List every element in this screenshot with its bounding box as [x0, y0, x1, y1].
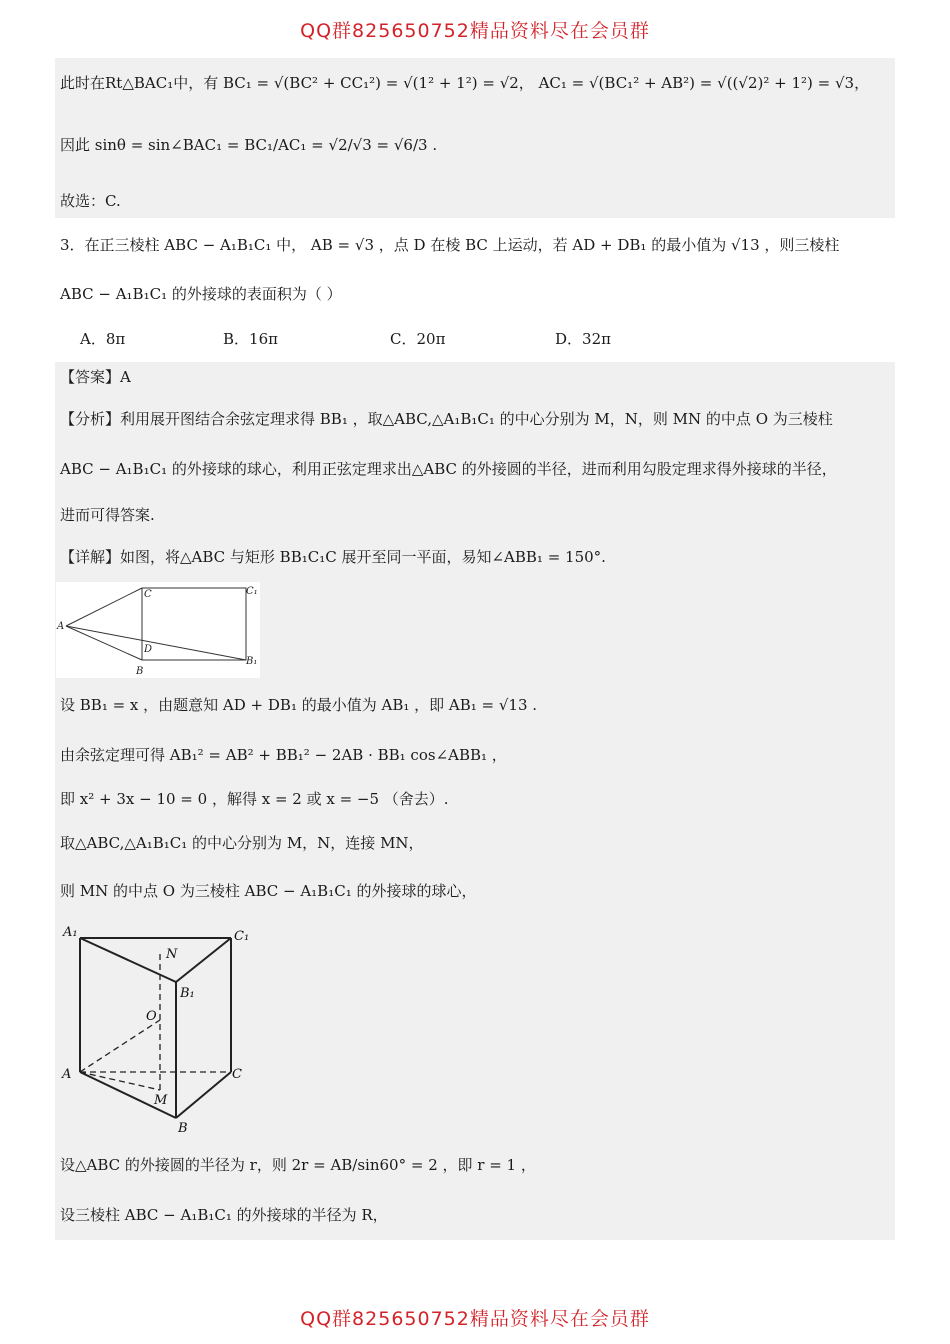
detail-line-5: 取△ABC,△A₁B₁C₁ 的中心分别为 M，N，连接 MN，	[60, 834, 424, 852]
fig2-label-a1: A₁	[63, 925, 78, 940]
detail-line-7: 设△ABC 的外接圆的半径为 r，则 2r = AB/sin60° = 2 ，即 r = 1 ，	[60, 1156, 536, 1174]
fig2-label-b: B	[178, 1121, 188, 1135]
watermark-top: QQ群825650752精品资料尽在会员群	[300, 20, 650, 42]
fig1-label-b1: B₁	[246, 656, 258, 667]
option-d: D．32π	[555, 330, 611, 348]
fig1-label-d: D	[144, 644, 153, 655]
prev-solution-line-1: 此时在Rt△BAC₁中，有 BC₁ = √(BC² + CC₁²) = √(1² + 1²) = √2， AC₁ = √(BC₁² + AB²) = √((√2)² + 1²) = √3，	[60, 74, 870, 92]
analysis-line-3: 进而可得答案.	[60, 506, 155, 524]
analysis-line-2: ABC − A₁B₁C₁ 的外接球的球心，利用正弦定理求出△ABC 的外接圆的半径，进而利用勾股定理求得外接球的半径，	[60, 460, 837, 478]
analysis-line-1: 【分析】利用展开图结合余弦定理求得 BB₁ ，取△ABC,△A₁B₁C₁ 的中心分别为 M，N，则 MN 的中点 O 为三棱柱	[60, 410, 833, 428]
fig2-label-a: A	[62, 1067, 72, 1082]
option-a: A．8π	[80, 330, 126, 348]
option-c: C．20π	[390, 330, 446, 348]
fig1-label-b: B	[136, 666, 144, 677]
detail-line-6: 则 MN 的中点 O 为三棱柱 ABC − A₁B₁C₁ 的外接球的球心，	[60, 882, 477, 900]
option-b: B．16π	[223, 330, 278, 348]
fig1-label-a: A	[57, 621, 65, 632]
prev-solution-line-3: 故选：C.	[60, 192, 121, 210]
fig2-label-n: N	[166, 947, 178, 962]
question-line-1: 3．在正三棱柱 ABC − A₁B₁C₁ 中， AB = √3 ，点 D 在棱 BC 上运动，若 AD + DB₁ 的最小值为 √13 ，则三棱柱	[60, 236, 840, 254]
prev-solution-line-2: 因此 sinθ = sin∠BAC₁ = BC₁/AC₁ = √2/√3 = √6/3 .	[60, 136, 438, 154]
detail-line-1: 【详解】如图，将△ABC 与矩形 BB₁C₁C 展开至同一平面，易知∠ABB₁ = 150°.	[60, 548, 606, 566]
watermark-bottom: QQ群825650752精品资料尽在会员群	[300, 1308, 650, 1330]
fig2-label-b1: B₁	[180, 986, 195, 1001]
detail-line-3: 由余弦定理可得 AB₁² = AB² + BB₁² − 2AB · BB₁ cos∠ABB₁ ，	[60, 746, 507, 764]
figure-unfolded-plane	[56, 582, 260, 678]
fig2-label-c1: C₁	[234, 929, 250, 944]
fig2-label-m: M	[154, 1093, 168, 1108]
fig1-label-c1: C₁	[246, 586, 258, 597]
question-line-2: ABC − A₁B₁C₁ 的外接球的表面积为（ ）	[60, 285, 342, 303]
detail-line-2: 设 BB₁ = x ，由题意知 AD + DB₁ 的最小值为 AB₁ ，即 AB₁ = √13 .	[60, 696, 538, 714]
fig1-label-c: C	[144, 589, 152, 600]
answer-tag: 【答案】A	[60, 368, 131, 386]
detail-line-4: 即 x² + 3x − 10 = 0 ，解得 x = 2 或 x = −5 （舍去）.	[60, 790, 449, 808]
figure-prism	[56, 920, 256, 1135]
fig2-label-c: C	[232, 1067, 242, 1082]
detail-line-8: 设三棱柱 ABC − A₁B₁C₁ 的外接球的半径为 R，	[60, 1206, 388, 1224]
fig2-label-o: O	[146, 1009, 157, 1024]
